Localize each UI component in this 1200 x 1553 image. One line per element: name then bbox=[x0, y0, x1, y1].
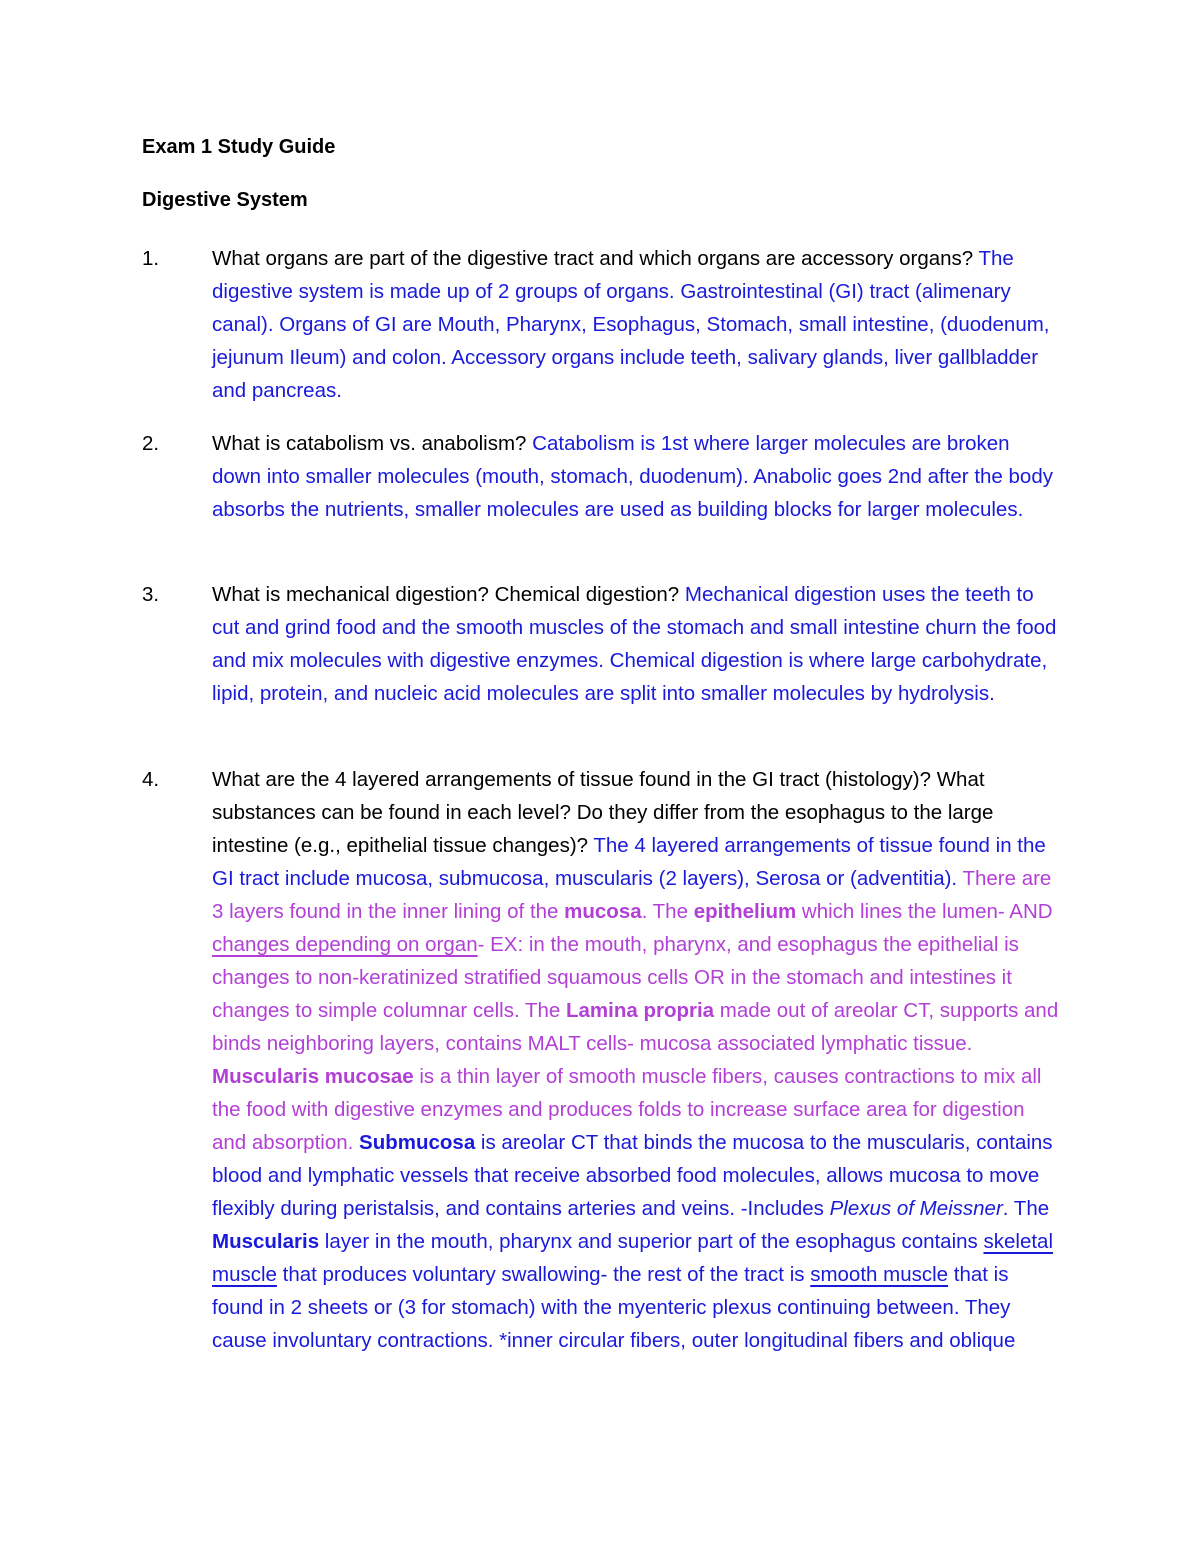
question-number: 4. bbox=[142, 768, 160, 791]
muscularis-text: . The bbox=[1002, 1197, 1050, 1220]
underlined-smooth-muscle: smooth muscle bbox=[810, 1263, 949, 1286]
question-text: What organs are part of the digestive tract and which organs are accessory organs? bbox=[212, 247, 974, 270]
term-plexus-of-meissner: Plexus of Meissner bbox=[829, 1197, 1003, 1220]
answer-text: Catabolism is 1st where larger molecules are broken down into smaller molecules (mouth, stomach, duodenum). Anabolic goes 2nd after the body absorbs the nutrients, smaller molecules are used as building blocks for larger molecules. bbox=[212, 432, 1053, 521]
answer-text-layers: The 4 layered arrangements of tissue found in the GI tract include mucosa, submucosa, muscularis (2 layers), Serosa or (adventitia). bbox=[212, 834, 1046, 890]
question-4 bbox=[142, 763, 1062, 1357]
question-text: What is mechanical digestion? Chemical digestion? bbox=[212, 583, 680, 606]
term-submucosa: Submucosa bbox=[359, 1131, 476, 1154]
mucosa-text: . The bbox=[641, 900, 694, 923]
term-lamina-propria: Lamina propria bbox=[566, 999, 715, 1022]
mucosa-text: made out of areolar CT, supports and binds neighboring layers, contains MALT cells- mucosa associated lymphatic tissue. bbox=[212, 999, 1059, 1055]
muscularis-text: that produces voluntary swallowing- the rest of the tract is bbox=[276, 1263, 811, 1286]
mucosa-text: - EX: in the mouth, pharynx, and esophagus the epithelial is changes to non-keratinized stratified squamous cells OR in the stomach and intestines it changes to simple columnar cells. The bbox=[212, 933, 1019, 1022]
answer-text: Mechanical digestion uses the teeth to cut and grind food and the smooth muscles of the stomach and small intestine churn the food and mix molecules with digestive enzymes. Chemical digestion is where large carbohydrate, lipid, protein, and nucleic acid molecules are split into smaller molecules by hydrolysis. bbox=[212, 583, 1057, 705]
question-text: What are the 4 layered arrangements of tissue found in the GI tract (histology)? What substances can be found in each level? Do they differ from the esophagus to the large intestine (e.g., epithelial tissue changes)? bbox=[212, 768, 994, 857]
question-3 bbox=[142, 578, 1062, 710]
mucosa-text: is a thin layer of smooth muscle fibers, causes contractions to mix all the food with digestive enzymes and produces folds to increase surface area for digestion and absorption. bbox=[212, 1065, 1042, 1154]
mucosa-text: There are 3 layers found in the inner lining of the bbox=[212, 867, 1052, 923]
document-title: Exam 1 Study Guide bbox=[142, 136, 336, 158]
term-muscularis: Muscularis bbox=[212, 1230, 320, 1253]
question-2 bbox=[142, 427, 1062, 526]
section-heading: Digestive System bbox=[142, 189, 308, 211]
underlined-phrase: changes depending on organ bbox=[212, 933, 478, 956]
answer-text: The digestive system is made up of 2 groups of organs. Gastrointestinal (GI) tract (alimenary canal). Organs of GI are Mouth, Pharynx, Esophagus, Stomach, small intestine, (duodenum, jejunum Ileum) and colon. Accessory organs include teeth, salivary glands, liver gallbladder and pancreas. bbox=[212, 247, 1050, 402]
underlined-skeletal-muscle: skeletal muscle bbox=[212, 1230, 1054, 1286]
question-number: 2. bbox=[142, 432, 160, 455]
submucosa-text: is areolar CT that binds the mucosa to the muscularis, contains blood and lymphatic vessels that receive absorbed food molecules, allows mucosa to move flexibly during peristalsis, and contains arteries and veins. -Includes bbox=[212, 1131, 1053, 1220]
muscularis-text: layer in the mouth, pharynx and superior part of the esophagus contains bbox=[319, 1230, 984, 1253]
question-text: What is catabolism vs. anabolism? bbox=[212, 432, 527, 455]
question-number: 1. bbox=[142, 247, 160, 270]
term-muscularis-mucosae: Muscularis mucosae bbox=[212, 1065, 414, 1088]
term-mucosa: mucosa bbox=[564, 900, 642, 923]
mucosa-text: which lines the lumen- AND bbox=[796, 900, 1053, 923]
question-number: 3. bbox=[142, 583, 160, 606]
term-epithelium: epithelium bbox=[693, 900, 797, 923]
question-1 bbox=[142, 242, 1062, 407]
muscularis-text: that is found in 2 sheets or (3 for stomach) with the myenteric plexus continuing between. They cause involuntary contractions. *inner circular fibers, outer longitudinal fibers and oblique bbox=[212, 1263, 1016, 1352]
